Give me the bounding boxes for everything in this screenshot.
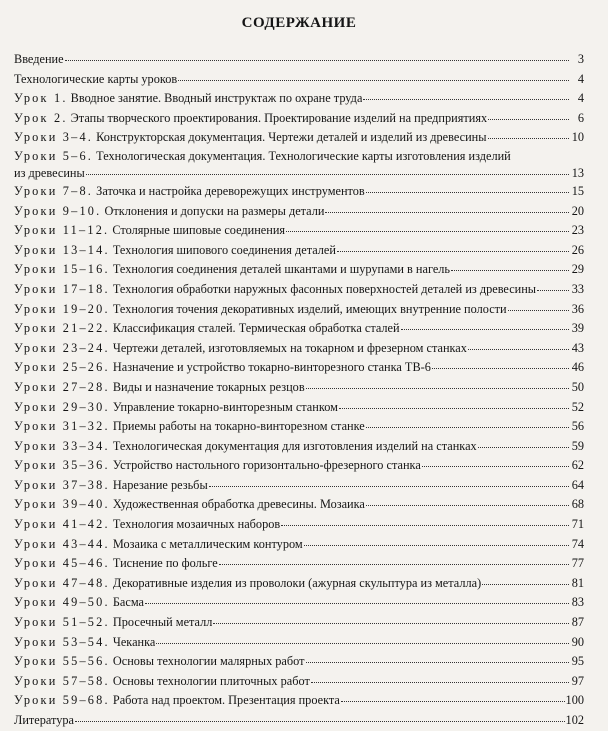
- toc-entry: [14, 339, 584, 359]
- entry-title: Виды и назначение токарных резцов: [112, 379, 305, 394]
- dot-leader: [213, 613, 569, 624]
- dot-leader: [209, 476, 569, 487]
- dot-leader: [306, 378, 569, 389]
- entry-page-number: 10: [571, 130, 584, 145]
- toc-entry: [14, 128, 584, 148]
- entry-page-number: 102: [565, 713, 584, 727]
- toc-entry: [14, 613, 584, 633]
- entry-page-number: 50: [571, 379, 584, 394]
- entry-lesson-number: Уроки 31–32.: [14, 419, 110, 434]
- dot-leader: [337, 241, 569, 252]
- dot-leader: [488, 109, 569, 120]
- entry-title: Просечный металл: [112, 615, 213, 630]
- dot-leader: [422, 456, 569, 467]
- toc-entry: [14, 70, 584, 90]
- entry-lesson-number: Уроки 7–8.: [14, 183, 94, 198]
- entry-page-number: 52: [571, 399, 584, 414]
- entry-page-number: 90: [571, 634, 584, 649]
- entry-lesson-number: Уроки 27–28.: [14, 379, 110, 394]
- dot-leader: [86, 164, 569, 175]
- entry-page-number: 100: [565, 693, 584, 708]
- entry-page-number: 87: [571, 615, 584, 630]
- entry-title: Чертежи деталей, изготовляемых на токарном и фрезерном станках: [112, 340, 467, 355]
- toc-entry: [14, 633, 584, 653]
- toc-entry: [14, 456, 584, 476]
- entry-lesson-number: Уроки 15–16.: [14, 262, 110, 277]
- toc-entry: [14, 260, 584, 280]
- entry-page-number: 83: [571, 595, 584, 610]
- toc-entry: [14, 319, 584, 339]
- dot-leader: [156, 633, 569, 644]
- entry-lesson-number: Уроки 45–46.: [14, 556, 110, 571]
- dot-leader: [219, 554, 569, 565]
- entry-lesson-number: Уроки 21–22.: [14, 321, 110, 336]
- dot-leader: [468, 339, 569, 350]
- entry-lesson-number: Уроки 47–48.: [14, 575, 110, 590]
- entry-lesson-number: Уроки 51–52.: [14, 615, 110, 630]
- entry-title: Технологическая документация для изготовления изделий на станках: [112, 438, 477, 453]
- entry-page-number: 97: [571, 673, 584, 688]
- entry-lesson-number: Уроки 11–12.: [14, 223, 110, 238]
- dot-leader: [508, 300, 569, 311]
- dot-leader: [451, 260, 569, 271]
- dot-leader: [363, 89, 569, 100]
- entry-lesson-number: Уроки 55–56.: [14, 654, 110, 669]
- toc-entry: [14, 652, 584, 672]
- entry-title: Введение: [14, 52, 64, 66]
- dot-leader: [432, 358, 569, 369]
- page-title: СОДЕРЖАНИЕ: [241, 15, 357, 31]
- dot-leader: [341, 691, 565, 702]
- toc-entry-continuation: [14, 165, 584, 182]
- toc-entry: [14, 280, 584, 300]
- entry-title: Столярные шиповые соединения: [112, 223, 286, 238]
- entry-page-number: 62: [571, 458, 584, 473]
- entry-lesson-number: Уроки 39–40.: [14, 497, 110, 512]
- entry-page-number: 71: [571, 517, 584, 532]
- entry-title: Технология шипового соединения деталей: [112, 242, 336, 257]
- entry-title: Технологические карты уроков: [14, 71, 178, 86]
- entry-title: Назначение и устройство токарно-винторезного станка ТВ-6: [112, 360, 431, 375]
- dot-leader: [401, 319, 569, 330]
- entry-lesson-number: Уроки 23–24.: [14, 340, 110, 355]
- entry-lesson-number: Уроки 57–58.: [14, 673, 110, 688]
- dot-leader: [366, 495, 569, 506]
- entry-title: Отклонения и допуски на размеры детали: [104, 203, 325, 218]
- entry-page-number: 3: [577, 52, 584, 66]
- toc-entry: [14, 476, 584, 496]
- toc-entry: [14, 89, 584, 109]
- dot-leader: [325, 202, 569, 213]
- toc-entry: [14, 417, 584, 437]
- entry-lesson-number: Урок 2.: [14, 110, 68, 125]
- entry-page-number: 29: [571, 262, 584, 277]
- dot-leader: [65, 50, 569, 61]
- dot-leader: [145, 593, 569, 604]
- entry-lesson-number: Уроки 19–20.: [14, 301, 110, 316]
- toc-entry: [14, 711, 584, 731]
- entry-page-number: 77: [571, 556, 584, 571]
- entry-page-number: 59: [571, 438, 584, 453]
- toc-entry: [14, 300, 584, 320]
- toc-entry: [14, 437, 584, 457]
- entry-lesson-number: Уроки 41–42.: [14, 517, 110, 532]
- entry-title-continuation: из древесины: [14, 165, 85, 180]
- dot-leader: [537, 280, 569, 291]
- entry-title: Технология соединения деталей шкантами и шурупами в нагель: [112, 262, 451, 277]
- entry-title: Основы технологии плиточных работ: [112, 673, 310, 688]
- entry-lesson-number: Уроки 43–44.: [14, 536, 110, 551]
- dot-leader: [482, 574, 569, 585]
- toc-entry: [14, 554, 584, 574]
- entry-title: Основы технологии малярных работ: [112, 654, 305, 669]
- entry-title: Художественная обработка древесины. Мозаика: [112, 497, 365, 512]
- entry-title: Заточка и настройка дереворежущих инструментов: [96, 183, 365, 198]
- dot-leader: [478, 437, 569, 448]
- dot-leader: [286, 221, 569, 232]
- toc-entry: [14, 515, 584, 535]
- toc-entry: [14, 182, 584, 202]
- toc-entry: [14, 148, 584, 165]
- entry-page-number: 64: [571, 477, 584, 492]
- entry-lesson-number: Уроки 37–38.: [14, 477, 110, 492]
- entry-page-number: 68: [571, 497, 584, 512]
- entry-title: Декоративные изделия из проволоки (ажурная скульптура из металла): [112, 575, 482, 590]
- toc-entry: [14, 378, 584, 398]
- dot-leader: [304, 535, 569, 546]
- toc-entry: [14, 593, 584, 613]
- entry-title: Чеканка: [112, 634, 156, 649]
- entry-title: Мозаика с металлическим контуром: [112, 536, 303, 551]
- entry-lesson-number: Уроки 49–50.: [14, 595, 110, 610]
- entry-title: Этапы творческого проектирования. Проектирование изделий на предприятиях: [70, 110, 488, 125]
- entry-title: Тиснение по фольге: [112, 556, 218, 571]
- toc-entry: [14, 574, 584, 594]
- entry-lesson-number: Уроки 17–18.: [14, 281, 110, 296]
- dot-leader: [339, 398, 569, 409]
- entry-page-number: 4: [577, 71, 584, 86]
- entry-page-number: 4: [577, 91, 584, 106]
- entry-page-number: 74: [571, 536, 584, 551]
- entry-title: Приемы работы на токарно-винторезном станке: [112, 419, 365, 434]
- entry-lesson-number: Уроки 29–30.: [14, 399, 110, 414]
- table-of-contents: [14, 50, 584, 731]
- entry-page-number: 26: [571, 242, 584, 257]
- entry-lesson-number: Уроки 53–54.: [14, 634, 110, 649]
- entry-title: Устройство настольного горизонтально-фрезерного станка: [112, 458, 421, 473]
- toc-entry: [14, 535, 584, 555]
- toc-entry: [14, 202, 584, 222]
- entry-page-number: 43: [571, 340, 584, 355]
- toc-entry: [14, 50, 584, 70]
- entry-lesson-number: Уроки 3–4.: [14, 130, 94, 145]
- entry-page-number: 46: [571, 360, 584, 375]
- entry-title: Конструкторская документация. Чертежи деталей и изделий из древесины: [96, 130, 487, 145]
- entry-page-number: 36: [571, 301, 584, 316]
- entry-lesson-number: Уроки 33–34.: [14, 438, 110, 453]
- entry-title: Технология обработки наружных фасонных поверхностей деталей из древесины: [112, 281, 537, 296]
- entry-page-number: 95: [571, 654, 584, 669]
- entry-title: Басма: [112, 595, 144, 610]
- entry-lesson-number: Уроки 35–36.: [14, 458, 110, 473]
- dot-leader: [311, 672, 569, 683]
- entry-page-number: 15: [571, 183, 584, 198]
- entry-title: Управление токарно-винторезным станком: [112, 399, 338, 414]
- entry-page-number: 81: [571, 575, 584, 590]
- entry-title: Технологическая документация. Технологические карты изготовления изделий: [96, 148, 511, 163]
- entry-title: Вводное занятие. Вводный инструктаж по охране труда: [70, 91, 363, 106]
- entry-page-number: 13: [571, 165, 584, 180]
- dot-leader: [488, 128, 570, 139]
- entry-page-number: 23: [571, 223, 584, 238]
- dot-leader: [366, 182, 569, 193]
- toc-entry: [14, 358, 584, 378]
- toc-entry: [14, 241, 584, 261]
- entry-title: Классификация сталей. Термическая обработка сталей: [112, 321, 400, 336]
- entry-page-number: 6: [577, 110, 584, 125]
- dot-leader: [281, 515, 569, 526]
- entry-title: Работа над проектом. Презентация проекта: [112, 693, 340, 708]
- entry-lesson-number: Уроки 5–6.: [14, 148, 94, 163]
- toc-entry: [14, 398, 584, 418]
- entry-title: Технология точения декоративных изделий, имеющих внутренние полости: [112, 301, 507, 316]
- entry-lesson-number: Уроки 13–14.: [14, 242, 110, 257]
- entry-page-number: 39: [571, 321, 584, 336]
- dot-leader: [366, 417, 569, 428]
- toc-entry: [14, 691, 584, 711]
- toc-entry: [14, 221, 584, 241]
- entry-lesson-number: Уроки 59–68.: [14, 693, 110, 708]
- toc-entry: [14, 672, 584, 692]
- entry-page-number: 20: [571, 203, 584, 218]
- entry-title: Технология мозаичных наборов: [112, 517, 281, 532]
- toc-entry: [14, 495, 584, 515]
- entry-title: Нарезание резьбы: [112, 477, 208, 492]
- entry-lesson-number: Урок 1.: [14, 91, 68, 106]
- entry-page-number: 56: [571, 419, 584, 434]
- dot-leader: [178, 70, 569, 81]
- entry-lesson-number: Уроки 25–26.: [14, 360, 110, 375]
- entry-title: Литература: [14, 713, 75, 727]
- entry-page-number: 33: [571, 281, 584, 296]
- dot-leader: [306, 652, 569, 663]
- entry-lesson-number: Уроки 9–10.: [14, 203, 102, 218]
- toc-entry: [14, 109, 584, 129]
- dot-leader: [75, 711, 565, 722]
